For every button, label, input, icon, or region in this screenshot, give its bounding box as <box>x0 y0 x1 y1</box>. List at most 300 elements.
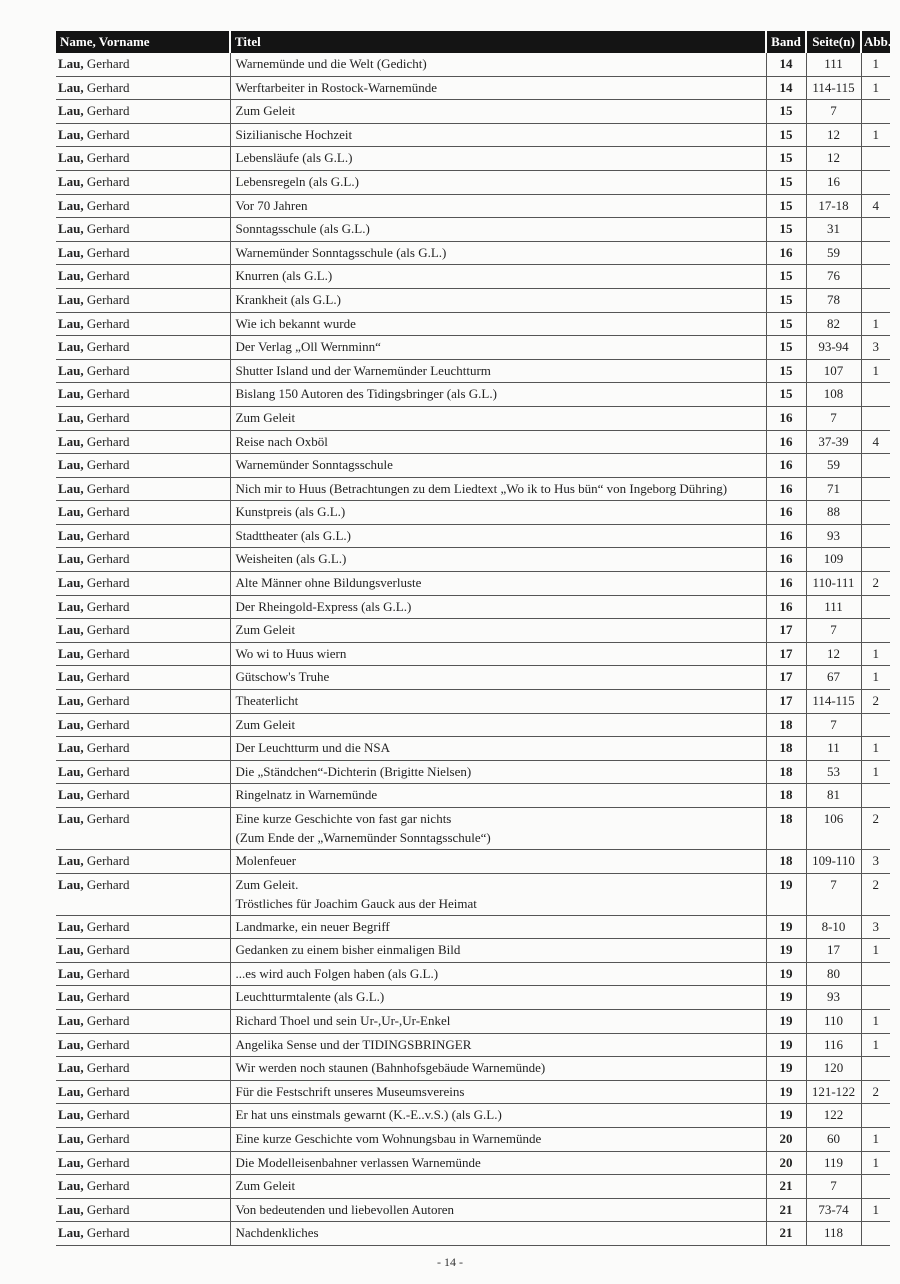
author-last-name: Lau, <box>58 693 84 709</box>
table-row <box>56 501 890 525</box>
author-first-name: Gerhard <box>83 173 130 189</box>
title-text: Wo wi to Huus wiern <box>235 645 347 661</box>
author-name-cell <box>56 76 230 100</box>
pages-cell: 16 <box>806 170 861 194</box>
title-cell <box>230 1198 766 1222</box>
title-text: Krankheit (als G.L.) <box>235 291 341 307</box>
pages-cell: 59 <box>806 241 861 265</box>
table-row <box>56 336 890 360</box>
author-name-cell <box>56 383 230 407</box>
author-last-name: Lau, <box>58 1036 84 1052</box>
band-cell: 18 <box>766 808 806 850</box>
author-first-name: Gerhard <box>83 457 130 473</box>
band-cell: 14 <box>766 53 806 76</box>
author-name-cell <box>56 1033 230 1057</box>
author-name-cell <box>56 666 230 690</box>
title-text: Er hat uns einstmals gewarnt (K.-E..v.S.) (als G.L.) <box>235 1107 502 1123</box>
title-cell <box>230 1057 766 1081</box>
title-text: Gütschow's Truhe <box>235 669 330 685</box>
author-last-name: Lau, <box>58 598 84 614</box>
table-row <box>56 1151 890 1175</box>
author-name-cell <box>56 406 230 430</box>
title-cell <box>230 218 766 242</box>
figures-cell: 1 <box>861 359 890 383</box>
author-last-name: Lau, <box>58 965 84 981</box>
author-last-name: Lau, <box>58 763 84 779</box>
author-first-name: Gerhard <box>83 126 130 142</box>
author-first-name: Gerhard <box>83 244 130 260</box>
table-row <box>56 312 890 336</box>
figures-cell: 3 <box>861 336 890 360</box>
band-cell: 15 <box>766 336 806 360</box>
author-first-name: Gerhard <box>83 1225 130 1241</box>
title-text: Landmarke, ein neuer Begriff <box>235 918 390 934</box>
author-last-name: Lau, <box>58 551 84 567</box>
author-first-name: Gerhard <box>83 409 130 425</box>
author-first-name: Gerhard <box>83 221 130 237</box>
pages-cell: 59 <box>806 454 861 478</box>
title-cell <box>230 548 766 572</box>
figures-cell: 1 <box>861 642 890 666</box>
author-last-name: Lau, <box>58 1012 84 1028</box>
author-name-cell <box>56 915 230 939</box>
author-name-cell <box>56 454 230 478</box>
author-last-name: Lau, <box>58 876 84 892</box>
pages-cell: 11 <box>806 737 861 761</box>
band-cell: 16 <box>766 501 806 525</box>
title-cell <box>230 383 766 407</box>
title-text: Wie ich bekannt wurde <box>235 315 356 331</box>
author-last-name: Lau, <box>58 56 84 71</box>
figures-cell <box>861 595 890 619</box>
title-cell <box>230 100 766 124</box>
author-first-name: Gerhard <box>83 622 130 638</box>
title-cell <box>230 170 766 194</box>
author-name-cell <box>56 53 230 76</box>
title-cell <box>230 619 766 643</box>
author-name-cell <box>56 690 230 714</box>
band-cell: 15 <box>766 265 806 289</box>
pages-cell: 110 <box>806 1009 861 1033</box>
pages-cell: 81 <box>806 784 861 808</box>
author-name-cell <box>56 288 230 312</box>
pages-cell: 7 <box>806 873 861 915</box>
table-row <box>56 737 890 761</box>
band-cell: 15 <box>766 194 806 218</box>
author-name-cell <box>56 501 230 525</box>
author-name-cell <box>56 147 230 171</box>
author-last-name: Lau, <box>58 409 84 425</box>
pages-cell: 12 <box>806 147 861 171</box>
author-first-name: Gerhard <box>83 339 130 355</box>
title-cell <box>230 454 766 478</box>
table-row <box>56 218 890 242</box>
table-row <box>56 619 890 643</box>
author-last-name: Lau, <box>58 575 84 591</box>
title-cell <box>230 288 766 312</box>
author-name-cell <box>56 1009 230 1033</box>
figures-cell: 1 <box>861 53 890 76</box>
band-cell: 17 <box>766 619 806 643</box>
title-cell <box>230 873 766 915</box>
title-cell <box>230 477 766 501</box>
band-cell: 15 <box>766 123 806 147</box>
title-cell <box>230 737 766 761</box>
title-cell <box>230 147 766 171</box>
band-cell: 17 <box>766 666 806 690</box>
table-row <box>56 123 890 147</box>
figures-cell <box>861 784 890 808</box>
author-name-cell <box>56 962 230 986</box>
pages-cell: 53 <box>806 760 861 784</box>
figures-cell <box>861 548 890 572</box>
title-cell <box>230 962 766 986</box>
title-cell <box>230 939 766 963</box>
author-last-name: Lau, <box>58 1107 84 1123</box>
band-cell: 15 <box>766 383 806 407</box>
title-text: Lebensläufe (als G.L.) <box>235 150 353 166</box>
title-text: Theaterlicht <box>235 693 299 709</box>
figures-cell: 1 <box>861 939 890 963</box>
title-cell <box>230 595 766 619</box>
band-cell: 17 <box>766 690 806 714</box>
band-cell: 15 <box>766 170 806 194</box>
figures-cell <box>861 1175 890 1199</box>
author-last-name: Lau, <box>58 1225 84 1241</box>
title-text: Knurren (als G.L.) <box>235 268 333 284</box>
table-header-row <box>56 31 890 53</box>
title-cell <box>230 572 766 596</box>
pages-cell: 80 <box>806 962 861 986</box>
author-first-name: Gerhard <box>83 645 130 661</box>
figures-cell: 1 <box>861 737 890 761</box>
title-text: Nich mir to Huus (Betrachtungen zu dem Liedtext „Wo ik to Hus bün“ von Ingeborg Dühring) <box>235 480 728 496</box>
table-row <box>56 76 890 100</box>
author-last-name: Lau, <box>58 197 84 213</box>
title-cell <box>230 1151 766 1175</box>
pages-cell: 110-111 <box>806 572 861 596</box>
band-cell: 15 <box>766 100 806 124</box>
title-cell <box>230 808 766 850</box>
author-name-cell <box>56 1222 230 1246</box>
figures-cell: 2 <box>861 690 890 714</box>
band-cell: 16 <box>766 524 806 548</box>
title-text: ...es wird auch Folgen haben (als G.L.) <box>235 965 439 981</box>
title-cell <box>230 406 766 430</box>
band-cell: 19 <box>766 915 806 939</box>
band-cell: 21 <box>766 1175 806 1199</box>
title-text: Zum Geleit <box>235 716 296 732</box>
title-text-line2: Tröstliches für Joachim Gauck aus der Heimat <box>235 895 477 911</box>
author-last-name: Lau, <box>58 457 84 473</box>
table-row <box>56 760 890 784</box>
author-name-cell <box>56 1104 230 1128</box>
title-cell <box>230 241 766 265</box>
title-text: Der Rheingold-Express (als G.L.) <box>235 598 412 614</box>
figures-cell <box>861 265 890 289</box>
figures-cell <box>861 218 890 242</box>
figures-cell: 3 <box>861 915 890 939</box>
band-cell: 17 <box>766 642 806 666</box>
table-row <box>56 1057 890 1081</box>
title-text: Die „Ständchen“-Dichterin (Brigitte Nielsen) <box>235 763 472 779</box>
author-first-name: Gerhard <box>83 942 130 958</box>
title-cell <box>230 784 766 808</box>
author-first-name: Gerhard <box>83 433 130 449</box>
figures-cell: 1 <box>861 1127 890 1151</box>
figures-cell <box>861 619 890 643</box>
author-first-name: Gerhard <box>83 693 130 709</box>
title-cell <box>230 194 766 218</box>
figures-cell: 1 <box>861 123 890 147</box>
pages-cell: 17-18 <box>806 194 861 218</box>
figures-cell: 2 <box>861 572 890 596</box>
author-name-cell <box>56 548 230 572</box>
figures-cell: 1 <box>861 1009 890 1033</box>
table-row <box>56 170 890 194</box>
author-name-cell <box>56 312 230 336</box>
pages-cell: 88 <box>806 501 861 525</box>
author-first-name: Gerhard <box>83 1060 130 1076</box>
title-cell <box>230 1222 766 1246</box>
band-cell: 16 <box>766 430 806 454</box>
author-first-name: Gerhard <box>83 965 130 981</box>
author-last-name: Lau, <box>58 315 84 331</box>
band-cell: 18 <box>766 760 806 784</box>
title-cell <box>230 1104 766 1128</box>
pages-cell: 12 <box>806 642 861 666</box>
index-table-container <box>56 31 890 1246</box>
figures-cell: 2 <box>861 1080 890 1104</box>
author-name-cell <box>56 524 230 548</box>
title-text: Für die Festschrift unseres Museumsvereins <box>235 1083 465 1099</box>
author-first-name: Gerhard <box>83 1130 130 1146</box>
figures-cell: 4 <box>861 194 890 218</box>
author-first-name: Gerhard <box>83 740 130 756</box>
pages-cell: 7 <box>806 1175 861 1199</box>
title-text: Kunstpreis (als G.L.) <box>235 504 346 520</box>
table-row <box>56 915 890 939</box>
title-cell <box>230 690 766 714</box>
author-name-cell <box>56 477 230 501</box>
figures-cell: 1 <box>861 312 890 336</box>
title-text: Nachdenkliches <box>235 1225 319 1241</box>
pages-cell: 7 <box>806 406 861 430</box>
pages-cell: 107 <box>806 359 861 383</box>
pages-cell: 120 <box>806 1057 861 1081</box>
band-cell: 20 <box>766 1151 806 1175</box>
pages-cell: 122 <box>806 1104 861 1128</box>
author-first-name: Gerhard <box>83 811 130 826</box>
author-last-name: Lau, <box>58 811 84 826</box>
table-row <box>56 642 890 666</box>
pages-cell: 8-10 <box>806 915 861 939</box>
figures-cell <box>861 147 890 171</box>
table-row <box>56 53 890 76</box>
figures-cell <box>861 454 890 478</box>
author-last-name: Lau, <box>58 787 84 803</box>
author-name-cell <box>56 760 230 784</box>
figures-cell <box>861 406 890 430</box>
author-first-name: Gerhard <box>83 504 130 520</box>
author-name-cell <box>56 265 230 289</box>
author-first-name: Gerhard <box>83 315 130 331</box>
band-cell: 15 <box>766 288 806 312</box>
header-abb: Abb. <box>861 31 890 53</box>
title-text: Zum Geleit <box>235 622 296 638</box>
author-first-name: Gerhard <box>83 669 130 685</box>
author-name-cell <box>56 100 230 124</box>
table-row <box>56 1175 890 1199</box>
figures-cell: 1 <box>861 76 890 100</box>
title-text: Angelika Sense und der TIDINGSBRINGER <box>235 1036 472 1052</box>
pages-cell: 93 <box>806 986 861 1010</box>
table-row <box>56 1080 890 1104</box>
author-first-name: Gerhard <box>83 918 130 934</box>
author-last-name: Lau, <box>58 268 84 284</box>
table-row <box>56 1198 890 1222</box>
pages-cell: 111 <box>806 53 861 76</box>
author-first-name: Gerhard <box>83 268 130 284</box>
band-cell: 21 <box>766 1222 806 1246</box>
table-row <box>56 713 890 737</box>
title-cell <box>230 760 766 784</box>
pages-cell: 109 <box>806 548 861 572</box>
table-row <box>56 265 890 289</box>
title-text: Werftarbeiter in Rostock-Warnemünde <box>235 79 437 95</box>
author-first-name: Gerhard <box>83 1012 130 1028</box>
title-cell <box>230 1080 766 1104</box>
title-text: Zum Geleit. <box>235 876 299 892</box>
author-name-cell <box>56 619 230 643</box>
title-text: Alte Männer ohne Bildungsverluste <box>235 575 422 591</box>
pages-cell: 108 <box>806 383 861 407</box>
title-cell <box>230 850 766 874</box>
author-last-name: Lau, <box>58 716 84 732</box>
pages-cell: 116 <box>806 1033 861 1057</box>
author-last-name: Lau, <box>58 103 84 119</box>
figures-cell: 2 <box>861 873 890 915</box>
pages-cell: 82 <box>806 312 861 336</box>
author-name-cell <box>56 194 230 218</box>
author-first-name: Gerhard <box>83 56 130 71</box>
table-row <box>56 406 890 430</box>
title-cell <box>230 1127 766 1151</box>
author-last-name: Lau, <box>58 1178 84 1194</box>
band-cell: 16 <box>766 406 806 430</box>
title-text: Stadttheater (als G.L.) <box>235 527 352 543</box>
title-text: Zum Geleit <box>235 1178 296 1194</box>
author-last-name: Lau, <box>58 291 84 307</box>
band-cell: 19 <box>766 939 806 963</box>
author-last-name: Lau, <box>58 989 84 1005</box>
author-first-name: Gerhard <box>83 480 130 496</box>
table-row <box>56 939 890 963</box>
pages-cell: 78 <box>806 288 861 312</box>
author-last-name: Lau, <box>58 1060 84 1076</box>
table-row <box>56 548 890 572</box>
figures-cell: 1 <box>861 1151 890 1175</box>
author-first-name: Gerhard <box>83 575 130 591</box>
band-cell: 16 <box>766 572 806 596</box>
pages-cell: 76 <box>806 265 861 289</box>
author-last-name: Lau, <box>58 622 84 638</box>
pages-cell: 73-74 <box>806 1198 861 1222</box>
title-text: Gedanken zu einem bisher einmaligen Bild <box>235 942 461 958</box>
author-name-cell <box>56 336 230 360</box>
author-last-name: Lau, <box>58 740 84 756</box>
table-row <box>56 690 890 714</box>
author-name-cell <box>56 359 230 383</box>
author-name-cell <box>56 939 230 963</box>
band-cell: 19 <box>766 1009 806 1033</box>
pages-cell: 12 <box>806 123 861 147</box>
figures-cell: 1 <box>861 1198 890 1222</box>
author-last-name: Lau, <box>58 150 84 166</box>
figures-cell <box>861 288 890 312</box>
title-text: Leuchtturmtalente (als G.L.) <box>235 989 385 1005</box>
author-first-name: Gerhard <box>83 1036 130 1052</box>
author-first-name: Gerhard <box>83 551 130 567</box>
title-text: Der Leuchtturm und die NSA <box>235 740 391 756</box>
title-text: Eine kurze Geschichte vom Wohnungsbau in Warnemünde <box>235 1130 542 1146</box>
table-row <box>56 147 890 171</box>
author-first-name: Gerhard <box>83 876 130 892</box>
title-text: Eine kurze Geschichte von fast gar nichts <box>235 811 452 826</box>
title-cell <box>230 986 766 1010</box>
pages-cell: 111 <box>806 595 861 619</box>
figures-cell <box>861 100 890 124</box>
title-cell <box>230 359 766 383</box>
author-last-name: Lau, <box>58 79 84 95</box>
band-cell: 15 <box>766 359 806 383</box>
figures-cell: 1 <box>861 1033 890 1057</box>
title-text: Sonntagsschule (als G.L.) <box>235 221 370 237</box>
table-row <box>56 194 890 218</box>
table-row <box>56 430 890 454</box>
author-name-cell <box>56 123 230 147</box>
header-seite: Seite(n) <box>806 31 861 53</box>
page-number: - 14 - <box>437 1255 463 1269</box>
table-row <box>56 100 890 124</box>
pages-cell: 114-115 <box>806 76 861 100</box>
pages-cell: 93 <box>806 524 861 548</box>
author-name-cell <box>56 784 230 808</box>
table-row <box>56 1033 890 1057</box>
table-row <box>56 572 890 596</box>
title-text: Reise nach Oxböl <box>235 433 328 449</box>
author-name-cell <box>56 1127 230 1151</box>
author-name-cell <box>56 572 230 596</box>
pages-cell: 17 <box>806 939 861 963</box>
figures-cell: 3 <box>861 850 890 874</box>
author-first-name: Gerhard <box>83 103 130 119</box>
pages-cell: 31 <box>806 218 861 242</box>
band-cell: 16 <box>766 477 806 501</box>
title-cell <box>230 265 766 289</box>
figures-cell <box>861 477 890 501</box>
author-last-name: Lau, <box>58 645 84 661</box>
author-last-name: Lau, <box>58 669 84 685</box>
title-text: Ringelnatz in Warnemünde <box>235 787 378 803</box>
author-last-name: Lau, <box>58 126 84 142</box>
author-last-name: Lau, <box>58 244 84 260</box>
table-row <box>56 873 890 915</box>
pages-cell: 118 <box>806 1222 861 1246</box>
author-name-cell <box>56 873 230 915</box>
header-title: Titel <box>230 31 766 53</box>
author-last-name: Lau, <box>58 433 84 449</box>
